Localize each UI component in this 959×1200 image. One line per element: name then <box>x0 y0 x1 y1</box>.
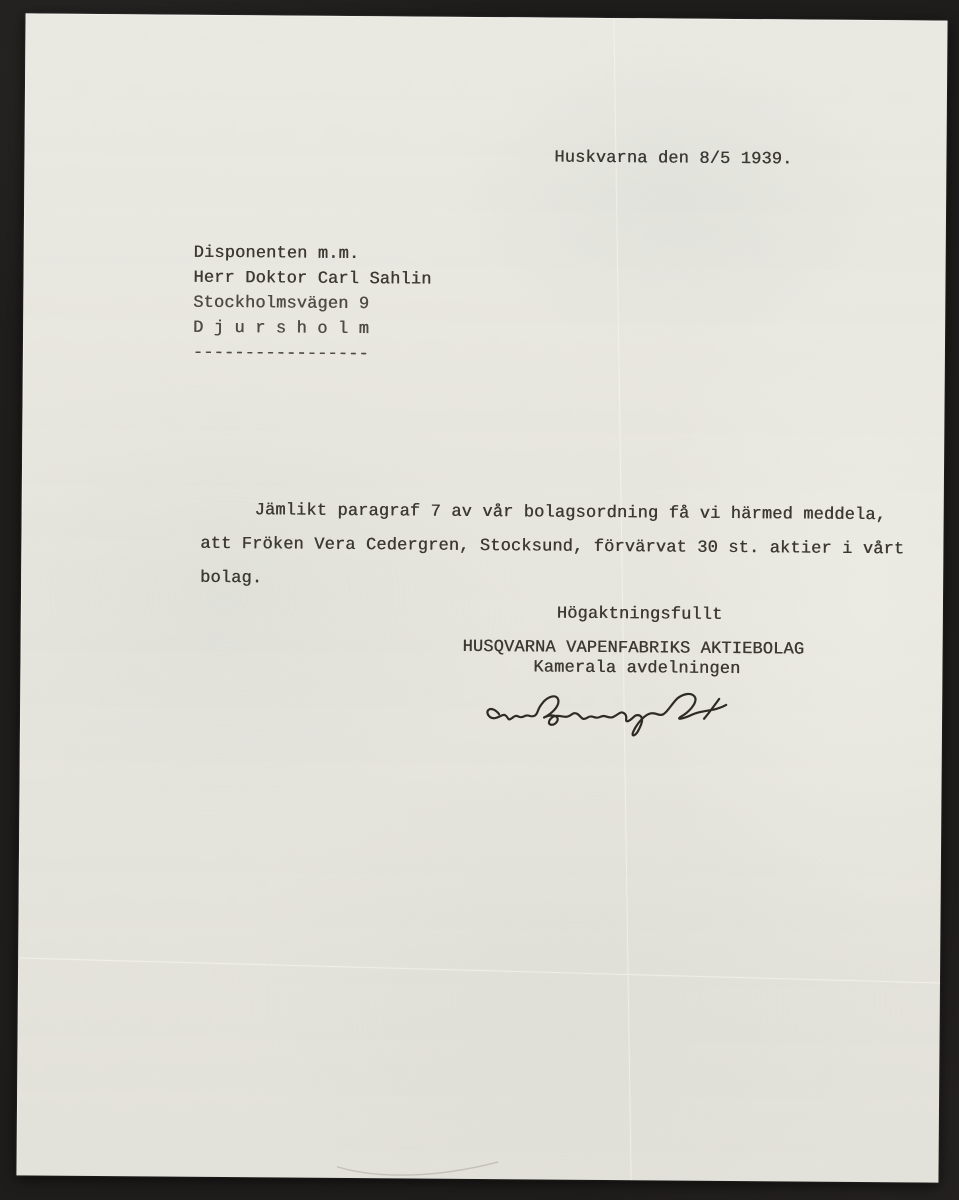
body-line-2: att Fröken Vera Cedergren, Stocksund, förvärvat 30 st. aktier i vårt <box>200 534 905 560</box>
company-name: HUSQVARNA VAPENFABRIKS AKTIEBOLAG <box>462 637 805 660</box>
handwritten-signature-icon <box>479 682 747 748</box>
horizontal-fold-crease <box>19 958 940 984</box>
recipient-address-block <box>193 241 432 368</box>
department-name: Kamerala avdelningen <box>533 658 741 680</box>
recipient-underline-dashes: ----------------- <box>192 343 369 365</box>
body-line-1: Jämlikt paragraf 7 av vår bolagsordning få vi härmed meddela, <box>254 501 887 526</box>
vertical-fold-crease <box>613 19 631 1180</box>
date-line: Huskvarna den 8/5 1939. <box>554 148 793 170</box>
body-line-3: bolag. <box>200 568 263 589</box>
recipient-title: Disponenten m.m. <box>193 243 360 265</box>
recipient-city: D j u r s h o l m <box>193 318 370 340</box>
letter-body <box>200 494 905 602</box>
recipient-street: Stockholmsvägen 9 <box>193 293 370 315</box>
recipient-name: Herr Doktor Carl Sahlin <box>193 268 432 290</box>
faint-pencil-mark <box>317 1127 517 1189</box>
letter-paper <box>16 13 947 1182</box>
closing-salutation: Högaktningsfullt <box>556 604 723 625</box>
